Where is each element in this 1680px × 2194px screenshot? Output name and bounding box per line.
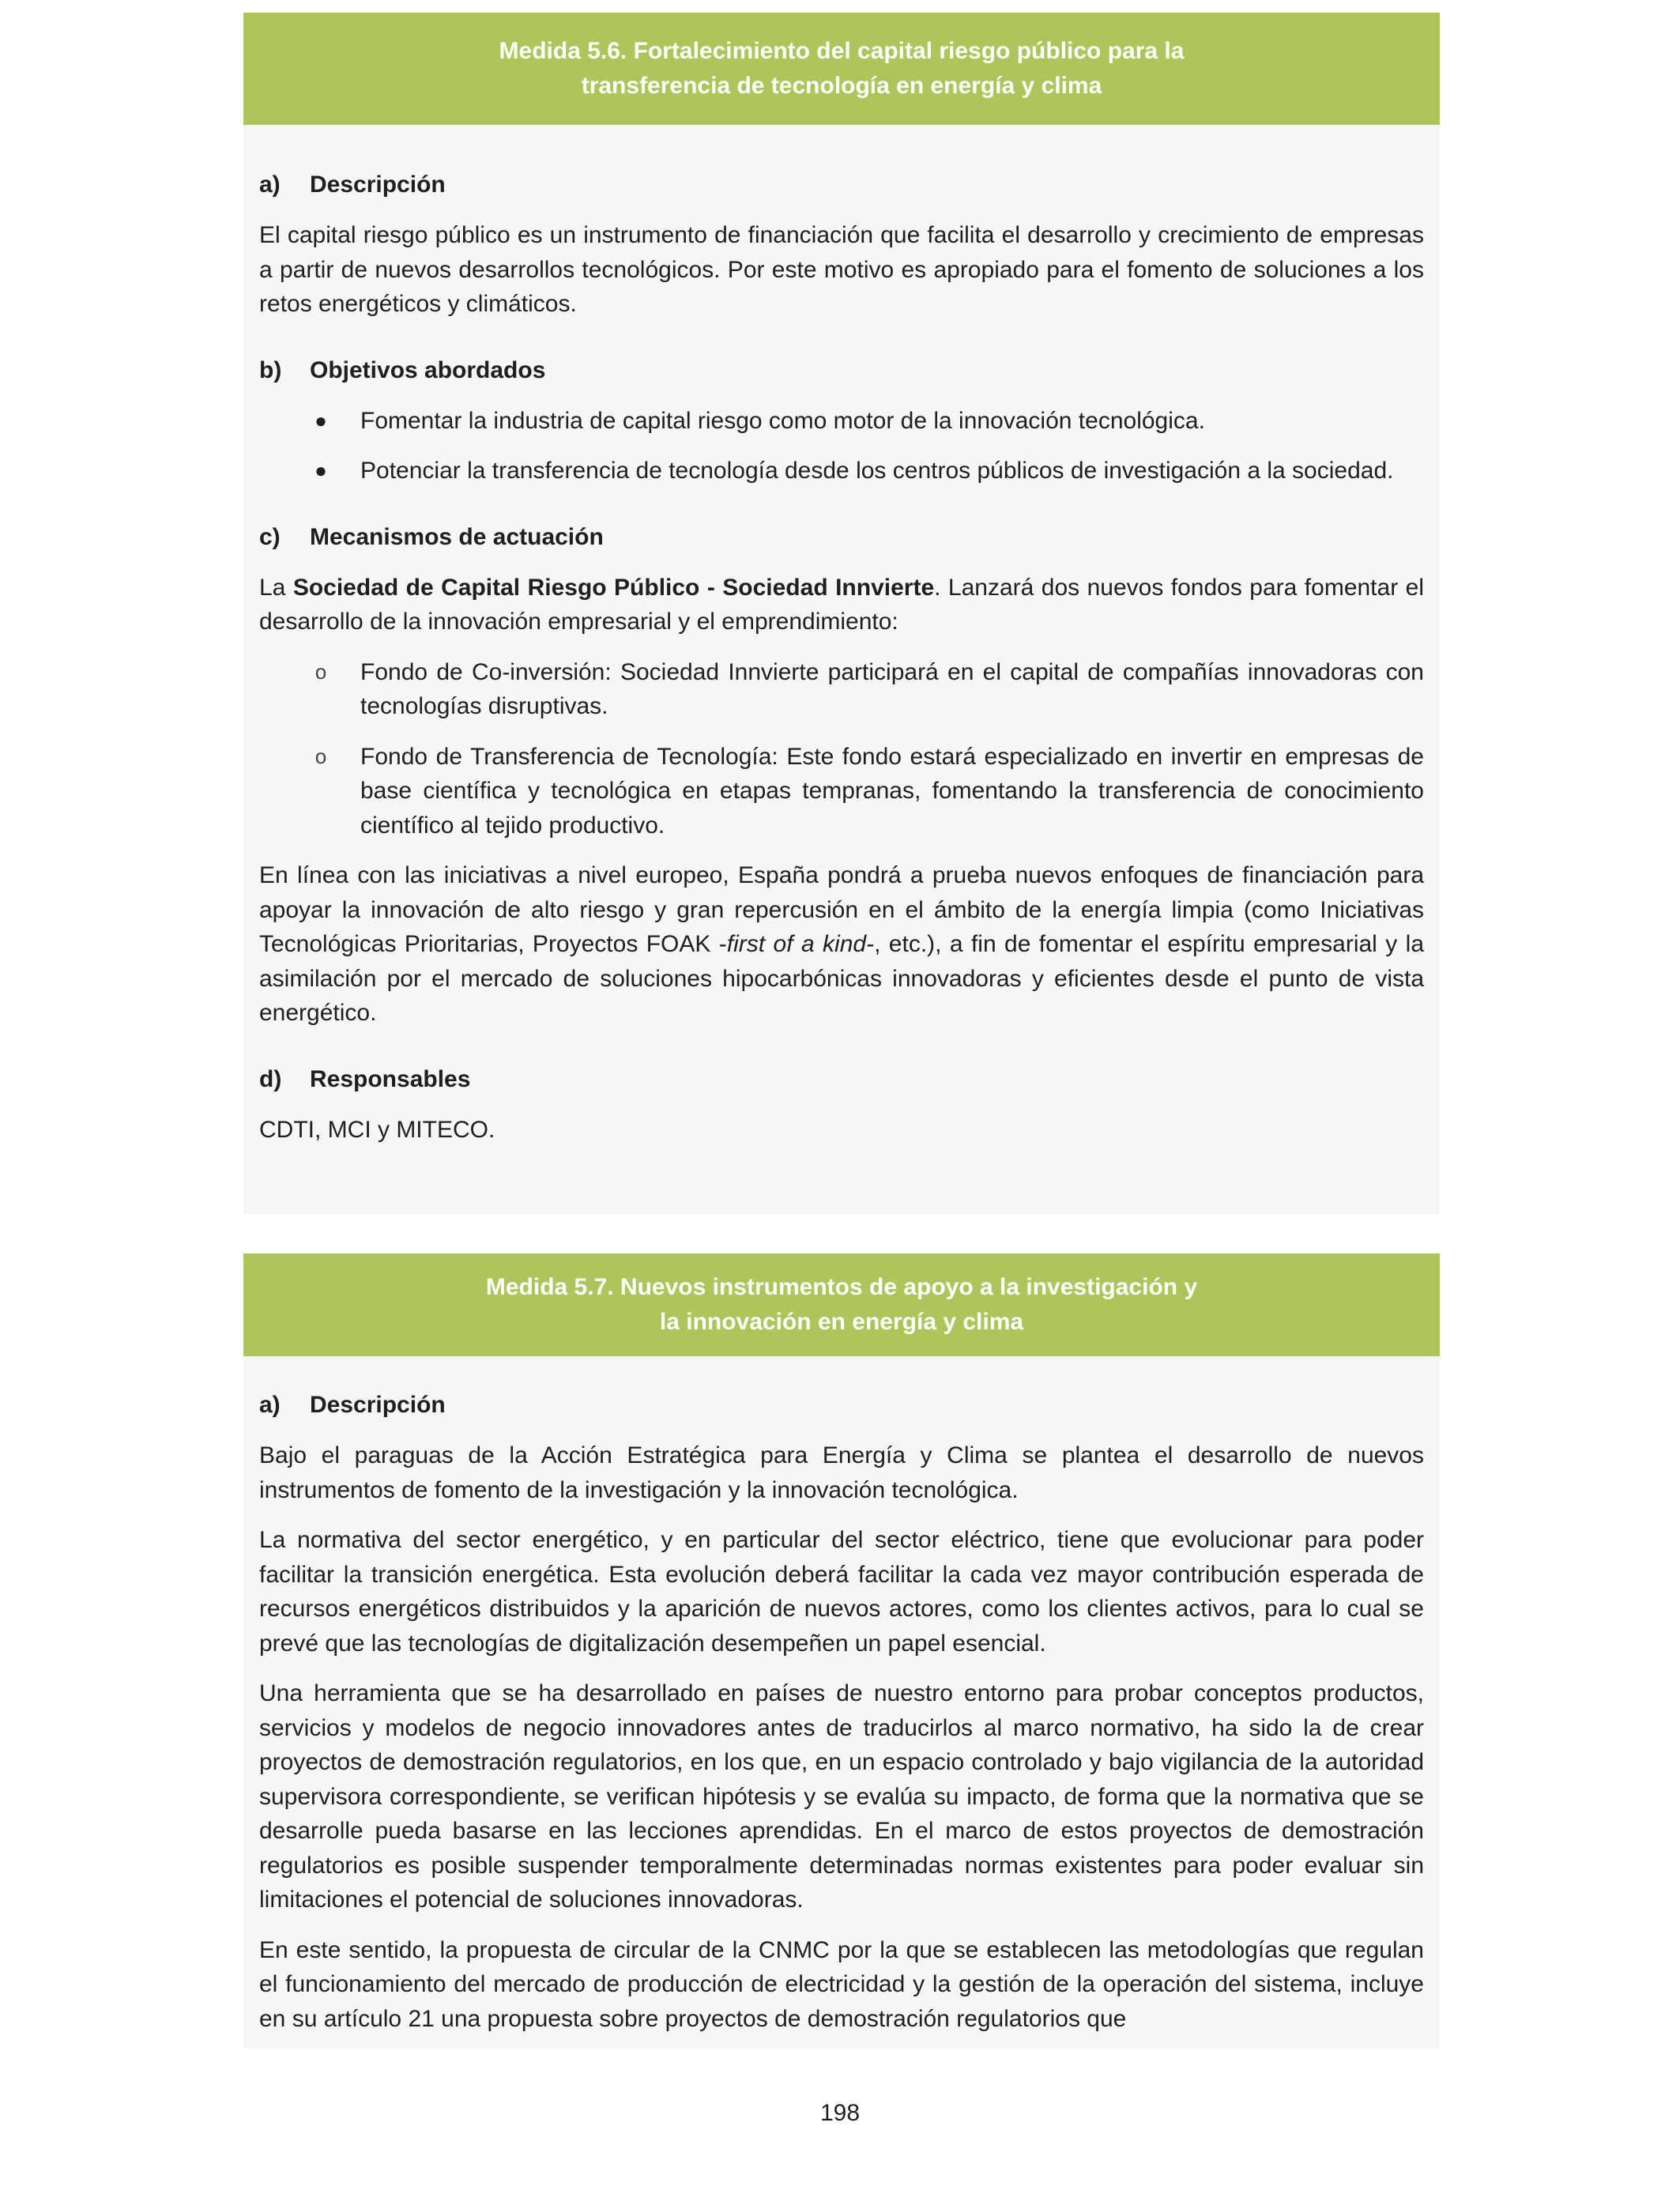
sub-list-item: [259, 655, 1424, 724]
measure-5-6-header: [243, 13, 1440, 125]
section-heading: Mecanismos de actuación: [310, 523, 604, 550]
list-item-text: Fomentar la industria de capital riesgo como motor de la innovación tecnológica.: [360, 407, 1205, 434]
intro-text-end: . Lanzará dos nuevos fondos para fomentar el desarrollo de la innovación empresarial y el emprendimiento:: [259, 574, 1424, 635]
section-letter: d): [259, 1065, 282, 1092]
measure-5-6-box: [243, 13, 1440, 1214]
sub-list-item-text: Fondo de Co-inversión: Sociedad Innvierte participará en el capital de compañías innovadoras con tecnologías disruptivas.: [360, 658, 1424, 719]
section-letter: b): [259, 356, 282, 383]
list-item-text: Potenciar la transferencia de tecnología desde los centros públicos de investigación a la sociedad.: [360, 458, 1394, 484]
section-heading: Descripción: [310, 172, 446, 198]
description-text: El capital riesgo público es un instrumento de financiación que facilita el desarrollo y crecimiento de empresas a partir de nuevos desarrollos tecnológicos. Por este motivo es apropiado para el fomento de soluciones a los retos energéticos y climáticos.: [259, 222, 1424, 317]
section-c-title: [259, 520, 1424, 555]
measure-5-6-title-line1: Medida 5.6. Fortalecimiento del capital riesgo público para la: [499, 38, 1185, 64]
section-a-title: [259, 168, 1424, 202]
measure-5-7-title-line2: la innovación en energía y clima: [659, 1309, 1024, 1335]
measure-5-7-header: [243, 1253, 1440, 1356]
intro-bold-entity: Sociedad de Capital Riesgo Público - Sociedad Innvierte: [292, 574, 935, 601]
section-d-title: [259, 1062, 1424, 1097]
paragraph-text-start: En línea con las iniciativas a nivel europeo, España pondrá a prueba nuevos enfoques de financiación para apoyar la innovación de alto riesgo y gran repercusión en el ámbito de la energía limpia (como Iniciativas Tecnológicas Prioritarias, Proyectos FOAK -: [259, 862, 1424, 957]
section-heading: Responsables: [310, 1065, 471, 1092]
measure-5-6-title-line2: transferencia de tecnología en energía y clima: [581, 73, 1102, 99]
description-paragraph: Bajo el paraguas de la Acción Estratégica para Energía y Clima se plantea el desarrollo de nuevos instrumentos de fomento de la investigación y la innovación tecnológica.: [259, 1442, 1424, 1503]
paragraph-italic-term: first of a kind-: [726, 931, 875, 957]
list-item: [259, 404, 1424, 439]
section-heading: Descripción: [310, 1392, 446, 1418]
measure-5-7-box: [243, 1253, 1440, 2049]
description-paragraph: En este sentido, la propuesta de circular de la CNMC por la que se establecen las metodologías que regulan el funcionamiento del mercado de producción de electricidad y la gestión de la operación del sistema, incluye en su artículo 21 una propuesta sobre proyectos de demostración regulatorios que: [259, 1936, 1424, 2032]
circle-bullet-icon: o: [315, 744, 327, 768]
mechanism-intro: [259, 571, 1424, 639]
bullet-icon: ●: [315, 408, 327, 432]
section-b-title: [259, 353, 1424, 388]
sub-list-item-text: Fondo de Transferencia de Tecnología: Este fondo estará especializado en invertir en empresas de base científica y tecnológica en etapas tempranas, fomentando la transferencia de conocimiento científico al tejido productivo.: [360, 743, 1424, 839]
measure-5-6-body: [243, 125, 1440, 1147]
measure-5-7-title-line1: Medida 5.7. Nuevos instrumentos de apoyo a la investigación y: [485, 1274, 1198, 1300]
sub-list-item: [259, 740, 1424, 843]
measure-5-7-body: [243, 1356, 1440, 2036]
section-heading: Objetivos abordados: [310, 356, 546, 383]
section-a-title: [259, 1388, 1424, 1423]
description-paragraph: La normativa del sector energético, y en particular del sector eléctrico, tiene que evolucionar para poder facilitar la transición energética. Esta evolución deberá facilitar la cada vez mayor contribución esperada de recursos energéticos distribuidos y la aparición de nuevos actores, como los clientes activos, para lo cual se prevé que las tecnologías de digitalización desempeñen un papel esencial.: [259, 1527, 1424, 1657]
bullet-icon: ●: [315, 458, 327, 482]
section-letter: a): [259, 172, 281, 198]
page-number: 198: [819, 2100, 861, 2126]
mechanism-paragraph: [259, 858, 1424, 1031]
list-item: [259, 454, 1424, 488]
description-paragraph: Una herramienta que se ha desarrollado en países de nuestro entorno para probar conceptos productos, servicios y modelos de negocio innovadores antes de traducirlos al marco normativo, ha sido la de crear proyectos de demostración regulatorios, en los que, en un espacio controlado y bajo vigilancia de la autoridad supervisora correspondiente, se verifican hipótesis y se evalúa su impacto, de forma que la normativa que se desarrolle pueda basarse en las lecciones aprendidas. En el marco de estos proyectos de demostración regulatorios es posible suspender temporalmente determinadas normas existentes para poder evaluar sin limitaciones el potencial de soluciones innovadoras.: [259, 1680, 1424, 1913]
intro-text-start: La: [259, 574, 293, 601]
circle-bullet-icon: o: [315, 659, 327, 684]
responsables-text: CDTI, MCI y MITECO.: [259, 1116, 495, 1143]
section-letter: c): [259, 523, 281, 550]
section-letter: a): [259, 1392, 281, 1418]
paragraph-text-end: , etc.), a fin de fomentar el espíritu empresarial y la asimilación por el mercado de soluciones hipocarbónicas innovadoras y eficientes desde el punto de vista energético.: [259, 931, 1424, 1026]
